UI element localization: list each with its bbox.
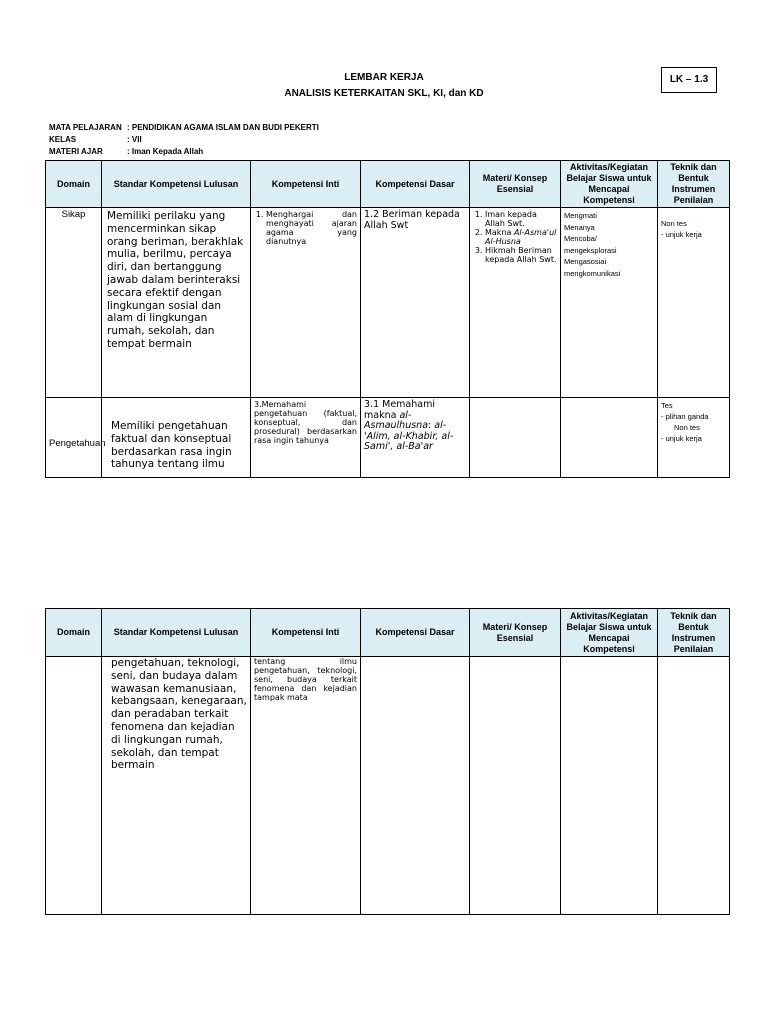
ki-cell: tentang ilmu pengetahuan, teknologi, seni, budaya terkait fenomena dan kejadian tampak mata (251, 657, 361, 915)
materi-cell (470, 657, 561, 915)
class-value: : VII (127, 135, 142, 144)
material-label: MATERI AJAR (49, 147, 103, 156)
materi-cell (470, 398, 561, 478)
activities-cell (561, 208, 658, 398)
materi-italic-text: Al-Asma'ul Al-Husna (485, 228, 557, 246)
activity-item: mengkomunikasi (564, 268, 621, 278)
domain-cell (46, 657, 102, 915)
assessment-cell (658, 657, 730, 915)
skl-cell: Memiliki perilaku yang mencerminkan sikap orang beriman, berakhlak mulia, berilmu, percaya diri, dan bertanggung jawab dalam berinteraksi secara efektif dengan lingkungan sosial dan alam di lingkungan rumah, sekolah, dan tempat bermain (102, 208, 251, 398)
table-row (46, 657, 730, 915)
kd-text: 3.1 Memahami makna (364, 399, 435, 421)
header-skl: Standar Kompetensi Lulusan (102, 161, 251, 208)
worksheet-title: LEMBAR KERJA (344, 72, 424, 83)
kd-text: : (428, 420, 435, 431)
header-ki: Kompetensi Inti (251, 609, 361, 657)
header-activities: Aktivitas/Kegiatan Belajar Siswa untuk Mencapai Kompetensi (561, 161, 658, 208)
activities-cell (561, 398, 658, 478)
header-kd: Kompetensi Dasar (361, 161, 470, 208)
assessment-item: - unjuk kerja (661, 230, 702, 239)
header-skl: Standar Kompetensi Lulusan (102, 609, 251, 657)
class-label: KELAS (49, 135, 77, 144)
assessment-cell (658, 208, 730, 398)
header-domain: Domain (46, 609, 102, 657)
assessment-item: Tes (661, 401, 673, 410)
skl-cell: pengetahuan, teknologi, seni, dan budaya dalam wawasan kemanusiaan, kebangsaan, kenegaraan, dan peradaban terkait fenomena dan kejadian di lingkungan rumah, sekolah, dan tempat bermain (102, 657, 251, 915)
activity-item: Menanya (564, 222, 595, 232)
table-row (46, 398, 730, 478)
activity-item: mengeksplorasi (564, 245, 617, 255)
assessment-cell (658, 398, 730, 478)
materi-item: 3. Hikmah Beriman kepada Allah Swt. (485, 246, 557, 264)
header-kd: Kompetensi Dasar (361, 609, 470, 657)
kd-cell (361, 657, 470, 915)
subject-label: MATA PELAJARAN (49, 123, 122, 132)
materi-text: Makna (485, 228, 514, 237)
subject-value: : PENDIDIKAN AGAMA ISLAM DAN BUDI PEKERTI (127, 123, 319, 132)
materi-cell (470, 208, 561, 398)
activity-item: Mengmati (564, 211, 597, 220)
assessment-item: - plihan ganda (661, 412, 709, 421)
header-assessment: Teknik dan Bentuk Instrumen Penilaian (658, 609, 730, 657)
kd-cell: 1.2 Beriman kepada Allah Swt (361, 208, 470, 398)
ki-item: 1. Menghargai dan menghayati ajaran agama yang dianutnya (266, 210, 357, 246)
header-materi: Materi/ Konsep Esensial (470, 161, 561, 208)
activities-cell (561, 657, 658, 915)
header-ki: Kompetensi Inti (251, 161, 361, 208)
ki-cell: 3.Memahami pengetahuan (faktual, konseptual, dan prosedural) berdasarkan rasa ingin tahunya (251, 398, 361, 478)
meta-block (49, 122, 319, 158)
table-header-row (46, 161, 730, 208)
kd-italic-text: al-'Alim, al-Khabir, al-Sami', al-Ba'ar (364, 420, 454, 452)
materi-item: 1. Iman kepada Allah Swt. (485, 210, 557, 228)
analysis-table-2 (45, 608, 730, 915)
analysis-table-1 (45, 160, 730, 478)
ki-cell (251, 208, 361, 398)
activity-item: Mencoba/ (564, 234, 597, 243)
assessment-item: Non tes (674, 423, 700, 432)
domain-cell: Sikap (46, 208, 102, 398)
skl-cell: Memiliki pengetahuan faktual dan konseptual berdasarkan rasa ingin tahunya tentang ilmu (102, 398, 251, 478)
header-activities: Aktivitas/Kegiatan Belajar Siswa untuk Mencapai Kompetensi (561, 609, 658, 657)
worksheet-subtitle: ANALISIS KETERKAITAN SKL, KI, dan KD (284, 88, 484, 99)
assessment-item: - unjuk kerja (661, 434, 702, 443)
worksheet-code-box: LK – 1.3 (661, 67, 717, 93)
activity-item: Mengasosiai (564, 257, 607, 266)
table-row (46, 208, 730, 398)
kd-cell (361, 398, 470, 478)
table-header-row (46, 609, 730, 657)
kd-italic-text: al-Asmaulhusna (364, 409, 429, 431)
domain-cell: Pengetahuan (46, 398, 102, 478)
header-assessment: Teknik dan Bentuk Instrumen Penilaian (658, 161, 730, 208)
materi-item (485, 228, 557, 246)
assessment-item: Non tes (661, 219, 687, 228)
material-value: : Iman Kepada Allah (127, 147, 204, 156)
header-materi: Materi/ Konsep Esensial (470, 609, 561, 657)
header-domain: Domain (46, 161, 102, 208)
